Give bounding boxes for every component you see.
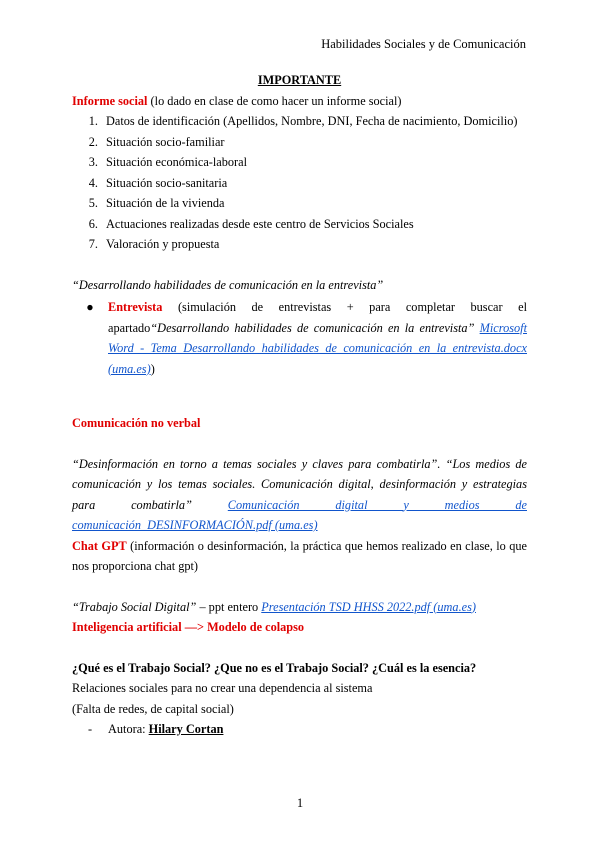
chatgpt-label: Chat GPT: [72, 538, 127, 553]
list-item: [72, 234, 527, 255]
informe-label: Informe social: [72, 93, 148, 108]
trabajo-social-line1: Relaciones sociales para no crear una dependencia al sistema: [72, 681, 373, 695]
list-item: [72, 111, 527, 132]
trabajo-social-question: ¿Qué es el Trabajo Social? ¿Que no es el Trabajo Social? ¿Cuál es la esencia?: [72, 660, 477, 675]
page-title: IMPORTANTE: [257, 73, 342, 87]
list-text: Datos de identificación (Apellidos, Nombre, DNI, Fecha de nacimiento, Domicilio): [106, 114, 518, 128]
list-item: [72, 214, 527, 235]
list-number: 4.: [88, 175, 98, 190]
autora-label: Autora:: [108, 722, 149, 736]
page-header: Habilidades Sociales y de Comunicación: [321, 37, 526, 51]
list-text: Situación socio-sanitaria: [106, 175, 228, 190]
trabajo-digital-quote: “Trabajo Social Digital”: [72, 599, 197, 614]
list-text: Situación de la vivienda: [106, 196, 225, 210]
entrevista-bullet: [72, 297, 527, 379]
comunicacion-quote: “Desinformación en torno a temas sociales y claves para combatirla”. “Los medios de comunicación y los temas sociales. Comunicación digital, desinformación y estrategias para combatirla”: [72, 456, 527, 512]
entrevista-quote: “Desarrollando habilidades de comunicación en la entrevista”: [72, 277, 384, 292]
trabajo-digital-line: [72, 597, 527, 618]
trabajo-digital-text: – ppt entero: [196, 599, 262, 614]
list-number: 2.: [88, 134, 98, 149]
bullet-icon: ●: [86, 300, 94, 314]
informe-note: (lo dado en clase de como hacer un informe social): [147, 93, 402, 108]
entrevista-close: ): [150, 361, 155, 376]
trabajo-social-line2: (Falta de redes, de capital social): [72, 701, 234, 716]
list-text: Situación socio-familiar: [106, 134, 225, 149]
list-text: Situación económica-laboral: [106, 155, 248, 169]
list-number: 3.: [88, 155, 98, 169]
list-item: [72, 132, 527, 153]
document-body: [72, 70, 527, 740]
autora-row: [72, 719, 527, 740]
list-number: 1.: [88, 114, 98, 128]
list-number: 6.: [88, 216, 98, 231]
ia-line: Inteligencia artificial —> Modelo de colapso: [72, 620, 305, 634]
chatgpt-block: [72, 536, 527, 577]
entrevista-label: Entrevista: [108, 300, 163, 314]
entrevista-italic: “Desarrollando habilidades de comunicación en la entrevista”: [150, 320, 480, 335]
informe-heading: [72, 91, 527, 112]
entrevista-text: [108, 297, 527, 379]
informe-list: [72, 111, 527, 255]
list-text: Actuaciones realizadas desde este centro de Servicios Sociales: [106, 216, 414, 231]
list-number: 7.: [88, 237, 98, 251]
comunicacion-link[interactable]: Comunicación digital y medios de comunicación_DESINFORMACIÓN.pdf (uma.es): [72, 497, 527, 532]
comunicacion-quote-block: [72, 454, 527, 536]
trabajo-digital-link[interactable]: Presentación TSD HHSS 2022.pdf (uma.es): [261, 599, 476, 614]
list-item: [72, 193, 527, 214]
entrevista-link[interactable]: Microsoft Word - Tema Desarrollando habilidades de comunicación en la entrevista.docx (uma.es): [108, 320, 527, 376]
comunicacion-heading: Comunicación no verbal: [72, 416, 201, 430]
autora-name: Hilary Cortan: [148, 722, 224, 736]
list-item: [72, 173, 527, 194]
entrevista-desc: (simulación de entrevistas + para completar buscar el apartado: [108, 300, 527, 335]
chatgpt-text: (información o desinformación, la práctica que hemos realizado en clase, lo que nos proporciona chat gpt): [72, 538, 527, 573]
page-number: 1: [296, 796, 304, 810]
list-item: [72, 152, 527, 173]
list-number: 5.: [88, 196, 98, 210]
list-text: Valoración y propuesta: [106, 237, 220, 251]
dash-marker: -: [87, 722, 93, 736]
